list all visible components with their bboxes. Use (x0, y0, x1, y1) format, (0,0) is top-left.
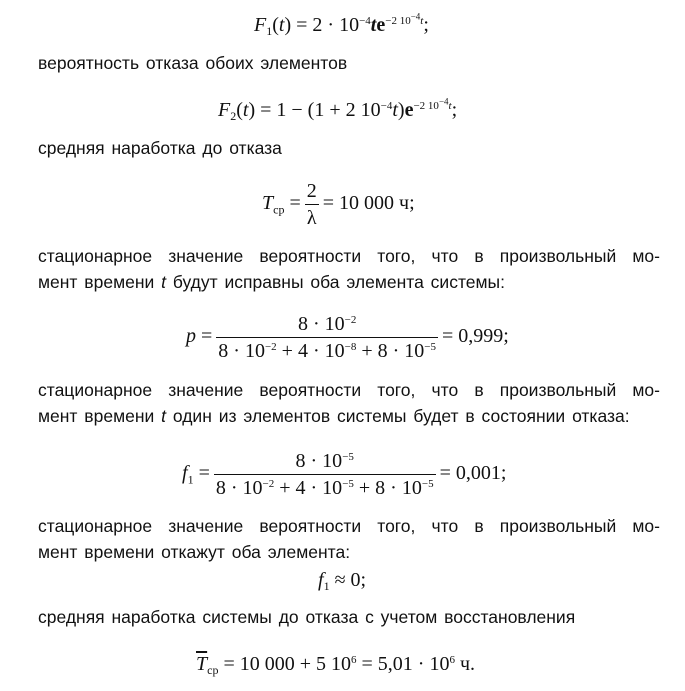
equation-f2: $F_2(t) = 1 - (1 + 2$ $10^{-4}t)e^{-2 10^{-4}t}$; (218, 96, 458, 124)
paragraph-both-fail-line1: стационарное значение вероятности того, что в произвольный мо- (38, 516, 660, 536)
paragraph-mean-time: средняя наработка до отказа (38, 138, 282, 158)
equation-f1-approx: $f_1 \approx 0$; (318, 569, 367, 594)
paragraph-f1-line2: мент времени t один из элементов системы будет в состоянии отказа: (38, 406, 630, 426)
paragraph-mean-time-recovery: средняя наработка системы до отказа с учетом восстановления (38, 607, 576, 627)
equation-tcp-recovery: $\overline{T}_{ср} = 10$ 000 + 5 $10^6 = 5,01 \cdot 10^6$ ч. (196, 653, 476, 678)
fraction-p: $\frac{8 \cdot 10^{-2}}{8 \cdot 10^{-2} + 4 \cdot 10^{-8} + 8 \cdot 10^{-5}}$ (218, 313, 437, 362)
fraction-f1: $\frac{8 \cdot 10^{-5}}{8 \cdot 10^{-2} + 4 \cdot 10^{-5} + 8 \cdot 10^{-5}}$ (215, 450, 434, 499)
paragraph-p-line2: мент времени t будут исправны оба элемента системы: (38, 272, 505, 292)
equation-tcp: $T_{ср}$ = $\frac{2}{\lambda}$ = 10 000 ч; (262, 180, 415, 229)
fraction-2-lambda: $\frac{2}{\lambda}$ (306, 180, 317, 229)
paragraph-f1-line1: стационарное значение вероятности того, что в произвольный мо- (38, 380, 660, 400)
paragraph-both-fail-line2: мент времени откажут оба элемента: (38, 542, 351, 562)
paragraph-p-line1: стационарное значение вероятности того, что в произвольный мо- (38, 246, 660, 266)
paragraph-failure-both: вероятность отказа обоих элементов (38, 53, 348, 73)
equation-p: p = $\frac{8 \cdot 10^{-2}}{8 \cdot 10^{-2} + 4 \cdot 10^{-8} + 8 \cdot 10^{-5}}$ = 0,999; (186, 313, 509, 362)
equation-f1-value: $f_1$ = $\frac{8 \cdot 10^{-5}}{8 \cdot 10^{-2} + 4 \cdot 10^{-5} + 8 \cdot 10^{-5}}$ = 0,001; (182, 450, 507, 499)
equation-f1: $F_1(t) = 2 \cdot 10^{-4}te^{-2 10^{-4}t}$; (254, 11, 429, 39)
